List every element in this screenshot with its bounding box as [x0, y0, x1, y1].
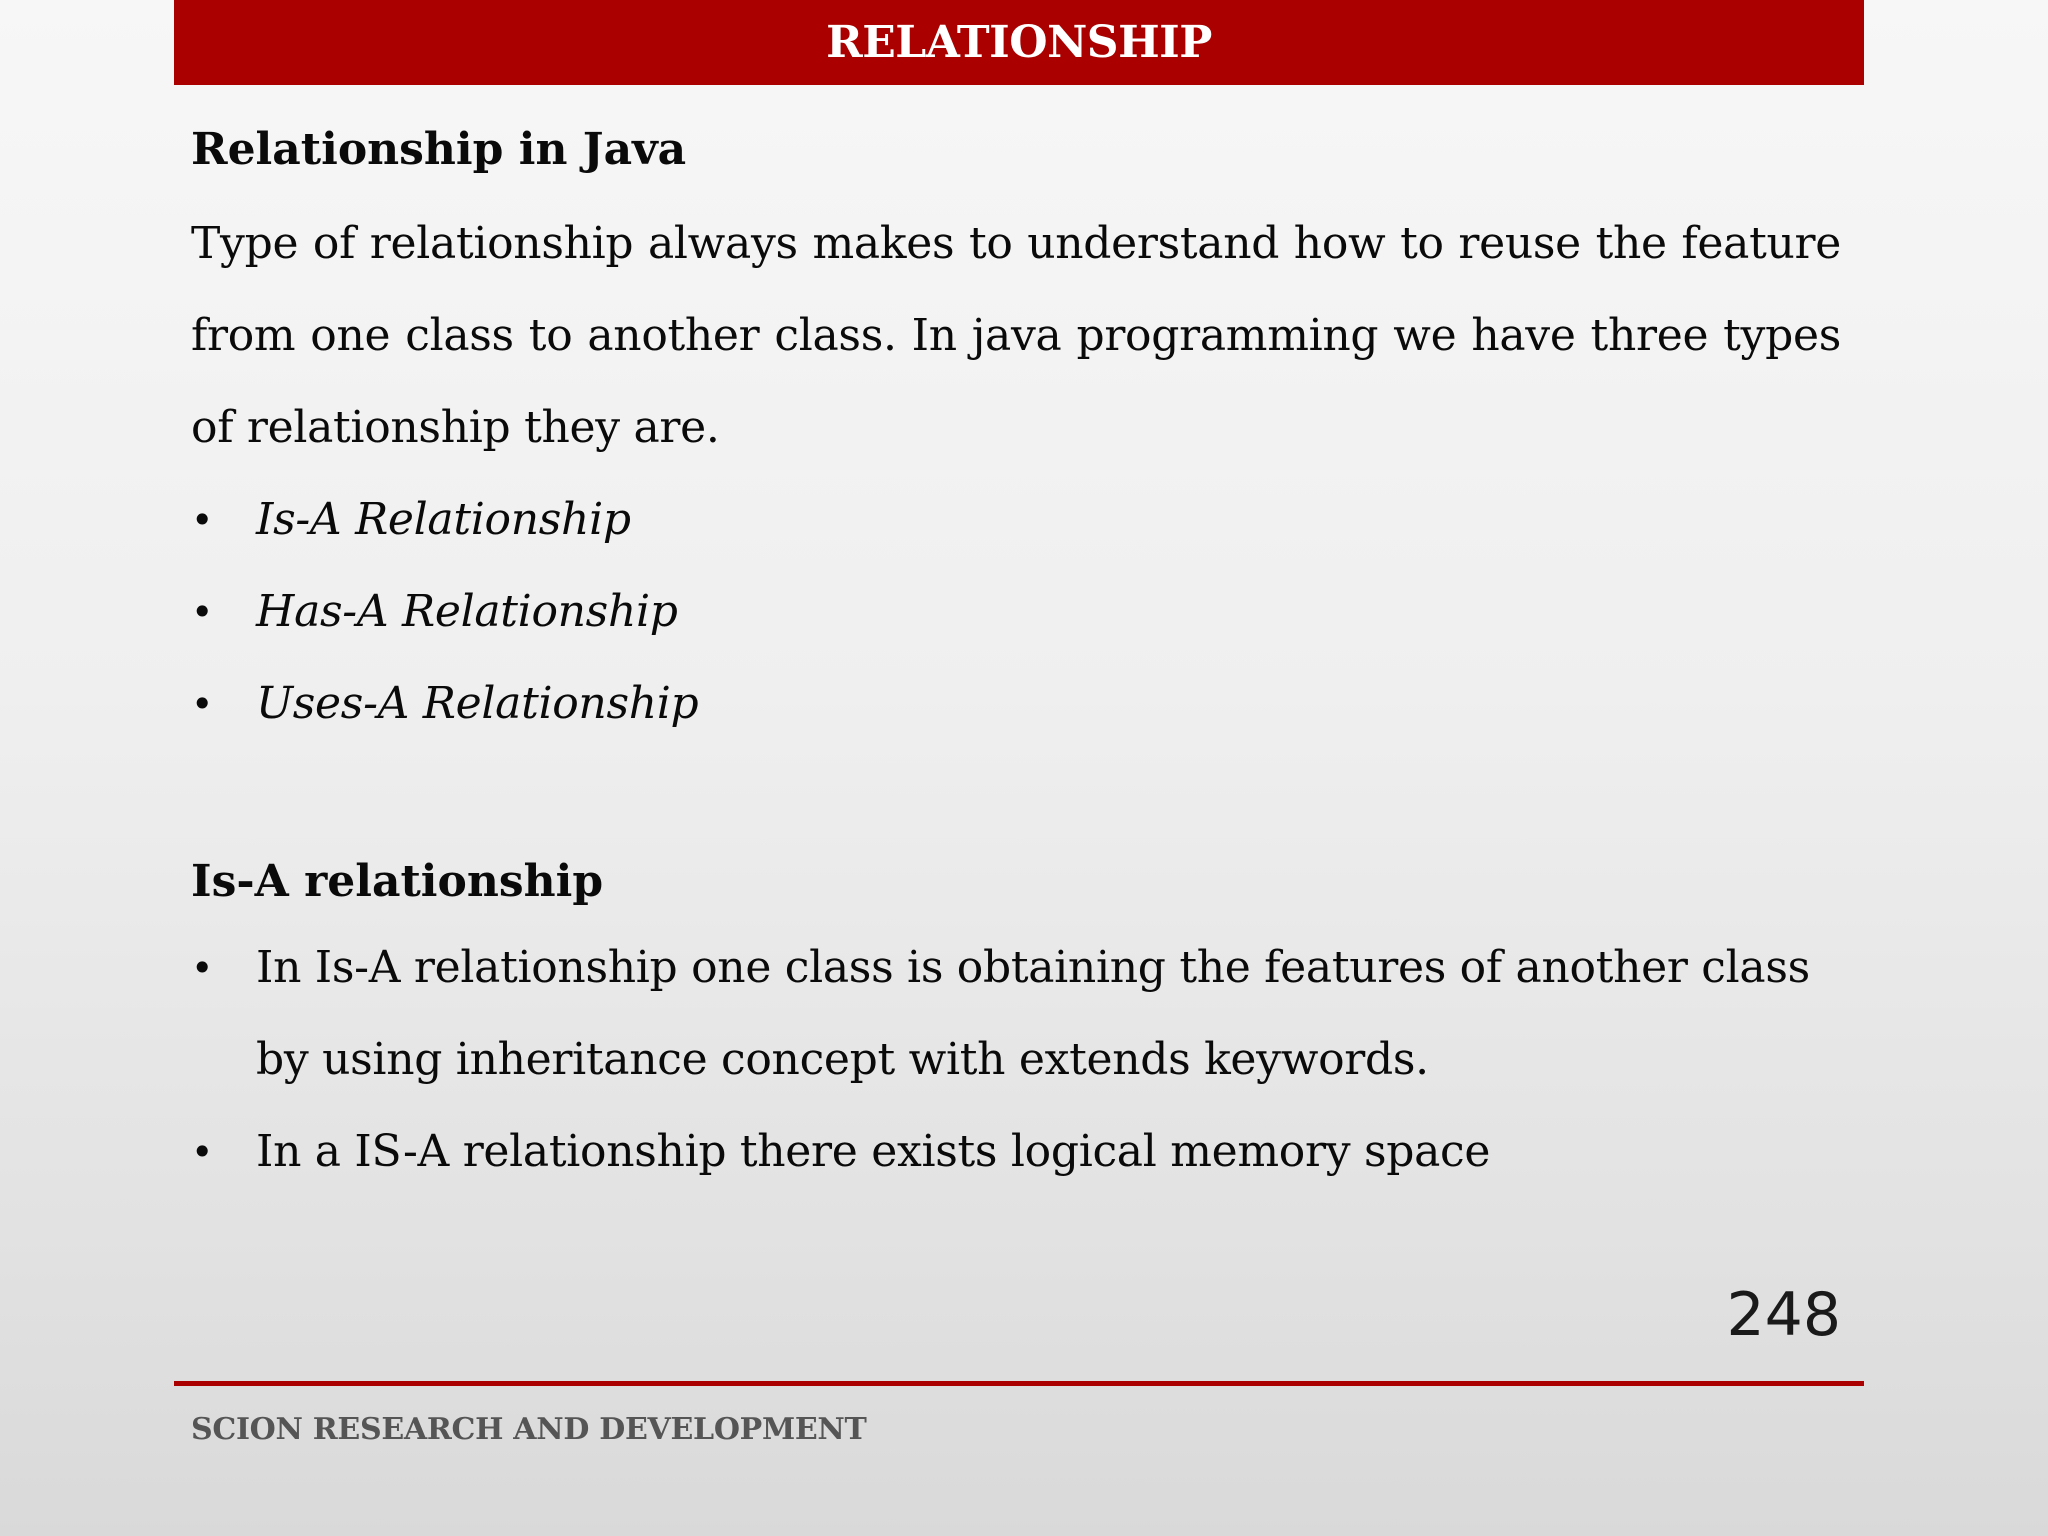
section-heading-is-a-relationship: Is-A relationship: [191, 856, 604, 907]
bullet-icon: •: [191, 1130, 214, 1174]
list-item: [191, 566, 1841, 658]
footer-organization: SCION RESEARCH AND DEVELOPMENT: [191, 1412, 867, 1447]
list-item: [191, 922, 1841, 1106]
relationship-types-list: [191, 474, 1841, 750]
bullet-icon: •: [191, 498, 214, 542]
intro-paragraph: Type of relationship always makes to understand how to reuse the feature from one class to another class. In java programming we have three types of relationship they are.: [191, 218, 1841, 453]
bullet-icon: •: [191, 946, 214, 990]
list-item-text: In a IS-A relationship there exists logical memory space: [256, 1126, 1491, 1177]
list-item: [191, 474, 1841, 566]
slide-title: RELATIONSHIP: [826, 17, 1212, 68]
list-item-text: In Is-A relationship one class is obtaining the features of another class by using inheritance concept with extends keywords.: [256, 942, 1810, 1085]
is-a-points-list: [191, 922, 1841, 1198]
list-item-text: Has-A Relationship: [256, 586, 678, 637]
section-heading-relationship-in-java: Relationship in Java: [191, 124, 687, 175]
list-item-text: Uses-A Relationship: [256, 678, 699, 729]
footer-divider: [174, 1381, 1864, 1386]
slide-title-bar: [174, 0, 1864, 85]
bullet-icon: •: [191, 590, 214, 634]
page-number: 248: [1726, 1280, 1841, 1350]
bullet-icon: •: [191, 682, 214, 726]
slide-content: [191, 110, 1841, 1198]
list-item: [191, 658, 1841, 750]
list-item: [191, 1106, 1841, 1198]
list-item-text: Is-A Relationship: [256, 494, 631, 545]
